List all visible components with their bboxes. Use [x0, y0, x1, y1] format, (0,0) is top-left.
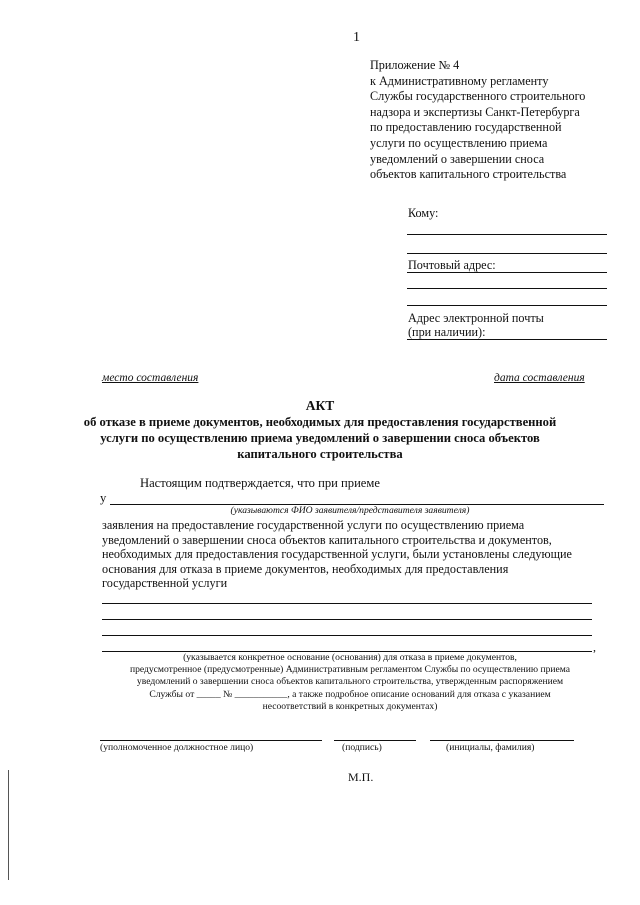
body-line: государственной услуги — [102, 576, 228, 590]
signature-line — [334, 740, 416, 741]
date-label: дата составления — [494, 372, 585, 384]
note-line: предусмотренное (предусмотренные) Административным регламентом Службы по осуществлению приема — [129, 664, 571, 676]
official-line — [100, 740, 322, 741]
appendix-line: по предоставлению государственной — [370, 120, 562, 135]
appendix-line: объектов капитального строительства — [370, 167, 567, 182]
postal-line-3 — [407, 305, 607, 306]
page-number: 1 — [353, 30, 360, 45]
stamp-place: М.П. — [348, 770, 374, 784]
email-line — [407, 339, 607, 340]
reason-line-3 — [102, 635, 592, 636]
u-letter: у — [100, 491, 107, 505]
email-label-2: (при наличии): — [408, 325, 486, 339]
appendix-line: к Административному регламенту — [370, 73, 549, 88]
act-subtitle-line: капитального строительства — [237, 447, 403, 461]
reason-line-1 — [102, 603, 592, 604]
fio-hint: (указываются ФИО заявителя/представителя заявителя) — [230, 505, 470, 516]
reason-line-2 — [102, 619, 592, 620]
appendix-line: уведомлений о завершении сноса — [370, 151, 545, 166]
scan-edge-mark — [8, 770, 9, 880]
act-title: АКТ — [305, 398, 335, 413]
reason-note — [100, 652, 600, 713]
appendix-header — [370, 58, 620, 183]
reason-comma: , — [593, 640, 596, 654]
body-line: основания для отказа в приеме документов, необходимых для предоставления — [102, 561, 509, 576]
body-line: уведомлений о завершении сноса объектов капитального строительства и документов, — [102, 532, 552, 547]
body-paragraph — [102, 518, 606, 591]
appendix-line: услуги по осуществлению приема — [370, 135, 548, 150]
note-line: уведомлений о завершении сноса объектов капитального строительства, утвержденным распоряжением — [136, 676, 564, 688]
signature-label: (подпись) — [342, 742, 382, 753]
appendix-line: Службы государственного строительного — [370, 89, 586, 104]
act-subtitle-line: об отказе в приеме документов, необходимых для предоставления государственной — [83, 415, 557, 429]
to-label: Кому: — [408, 206, 439, 220]
confirm-text: Настоящим подтверждается, что при приеме — [140, 476, 380, 490]
official-label: (уполномоченное должностное лицо) — [100, 742, 254, 753]
to-line-2 — [407, 253, 607, 254]
initials-line — [430, 740, 574, 741]
appendix-line: Приложение № 4 — [370, 58, 460, 72]
postal-label: Почтовый адрес: — [408, 258, 496, 272]
to-line-1 — [407, 234, 607, 235]
body-line: необходимых для предоставления государственной услуги, были установлены следующие — [102, 547, 572, 561]
note-line: (указывается конкретное основание (основания) для отказа в приеме документов, — [183, 652, 517, 663]
note-line: Службы от _____ № ___________, а также подробное описание оснований для отказа с указанием — [149, 688, 551, 700]
note-line: несоответствий в конкретных документах) — [262, 700, 438, 712]
email-label-1: Адрес электронной почты — [408, 311, 544, 325]
postal-line-1 — [407, 272, 607, 273]
act-subtitle-line: услуги по осуществлению приема уведомлений о завершении сноса объектов — [100, 431, 540, 445]
place-label: место составления — [102, 372, 199, 384]
body-line: заявления на предоставление государственной услуги по осуществлению приема — [102, 518, 525, 532]
appendix-line: надзора и экспертизы Санкт-Петербурга — [370, 104, 580, 119]
postal-line-2 — [407, 288, 607, 289]
initials-label: (инициалы, фамилия) — [446, 742, 535, 753]
